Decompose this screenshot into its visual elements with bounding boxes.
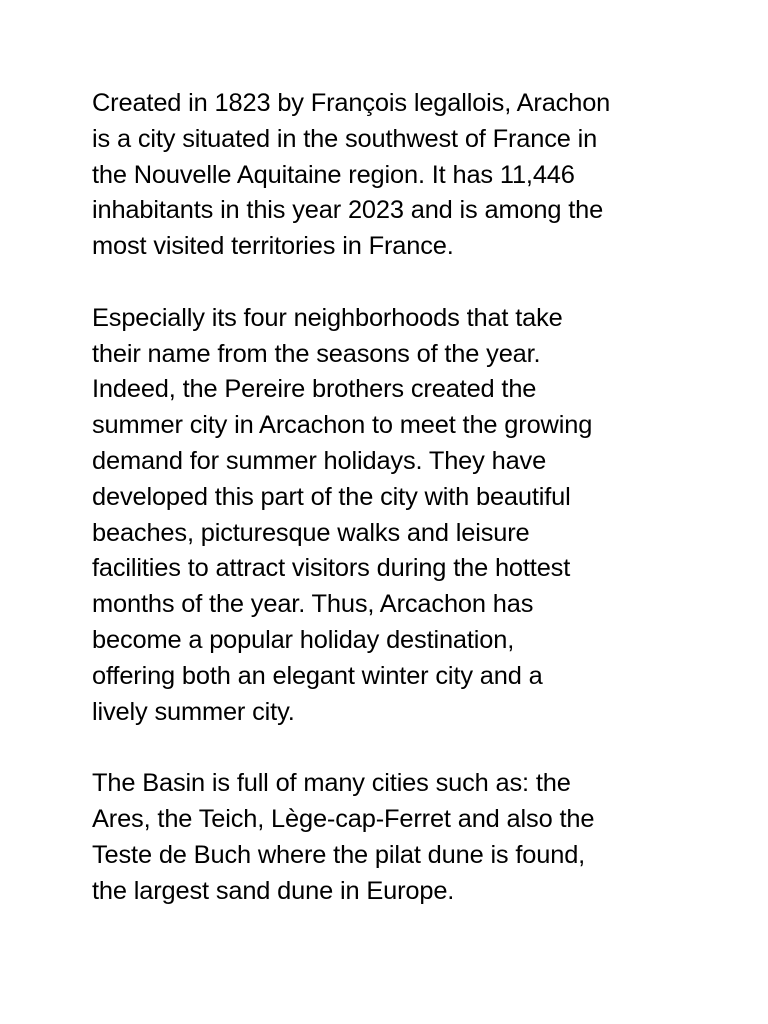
paragraph-line: demand for summer holidays. They have <box>92 446 547 475</box>
paragraph-line: summer city in Arcachon to meet the growing <box>92 411 593 440</box>
paragraph-line: facilities to attract visitors during the hottest <box>92 554 571 583</box>
paragraph-line: inhabitants in this year 2023 and is among the <box>92 196 604 225</box>
paragraph-1 <box>92 86 678 265</box>
paragraph-line: offering both an elegant winter city and a <box>92 661 543 690</box>
paragraph-line: the largest sand dune in Europe. <box>92 876 455 905</box>
paragraph-line: Ares, the Teich, Lège-cap-Ferret and also the <box>92 804 595 833</box>
paragraph-line: Teste de Buch where the pilat dune is found, <box>92 840 586 869</box>
paragraph-line: Especially its four neighborhoods that take <box>92 303 563 332</box>
paragraph-line: their name from the seasons of the year. <box>92 339 541 368</box>
paragraph-line: become a popular holiday destination, <box>92 625 515 654</box>
paragraph-line: beaches, picturesque walks and leisure <box>92 518 530 547</box>
paragraph-line: is a city situated in the southwest of France in <box>92 124 598 153</box>
paragraph-2 <box>92 301 678 731</box>
paragraph-line: The Basin is full of many cities such as: the <box>92 769 571 798</box>
paragraph-line: months of the year. Thus, Arcachon has <box>92 590 534 619</box>
paragraph-line: lively summer city. <box>92 697 295 726</box>
paragraph-3 <box>92 766 678 909</box>
paragraph-line: Created in 1823 by François legallois, Arachon <box>92 89 611 117</box>
paragraph-line: the Nouvelle Aquitaine region. It has 11,446 <box>92 160 575 189</box>
paragraph-line: developed this part of the city with beautiful <box>92 482 571 511</box>
document-body <box>92 86 678 945</box>
paragraph-line: most visited territories in France. <box>92 232 454 261</box>
paragraph-line: Indeed, the Pereire brothers created the <box>92 375 537 404</box>
